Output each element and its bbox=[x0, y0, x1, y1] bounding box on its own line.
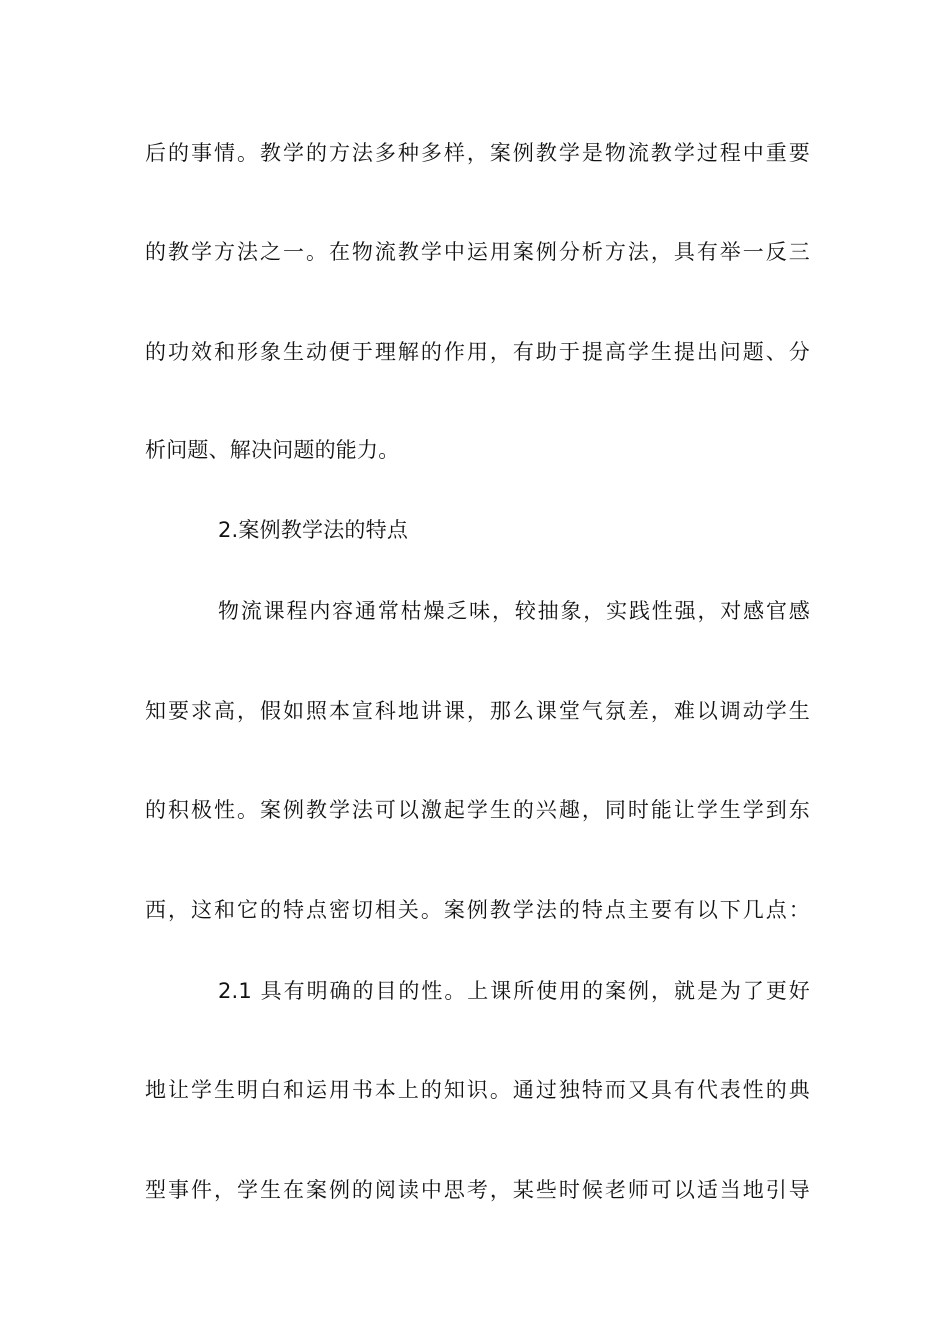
paragraph-line-10: 地让学生明白和运用书本上的知识。通过独特而又具有代表性的典 bbox=[145, 1078, 810, 1102]
paragraph-line-2: 的教学方法之一。在物流教学中运用案例分析方法，具有举一反三 bbox=[145, 240, 810, 264]
paragraph-line-8: 西，这和它的特点密切相关。案例教学法的特点主要有以下几点： bbox=[145, 898, 810, 922]
paragraph-line-3: 的功效和形象生动便于理解的作用，有助于提高学生提出问题、分 bbox=[145, 340, 810, 364]
paragraph-line-1: 后的事情。教学的方法多种多样，案例教学是物流教学过程中重要 bbox=[145, 141, 810, 165]
paragraph-line-9: 2.1 具有明确的目的性。上课所使用的案例，就是为了更好 bbox=[218, 979, 810, 1003]
paragraph-line-11: 型事件，学生在案例的阅读中思考，某些时候老师可以适当地引导 bbox=[145, 1178, 810, 1202]
section-heading: 2.案例教学法的特点 bbox=[218, 518, 409, 542]
paragraph-line-7: 的积极性。案例教学法可以激起学生的兴趣，同时能让学生学到东 bbox=[145, 798, 810, 822]
paragraph-line-4: 析问题、解决问题的能力。 bbox=[145, 438, 400, 462]
paragraph-line-6: 知要求高，假如照本宣科地讲课，那么课堂气氛差，难以调动学生 bbox=[145, 699, 810, 723]
paragraph-line-5: 物流课程内容通常枯燥乏味，较抽象，实践性强，对感官感 bbox=[218, 599, 810, 623]
